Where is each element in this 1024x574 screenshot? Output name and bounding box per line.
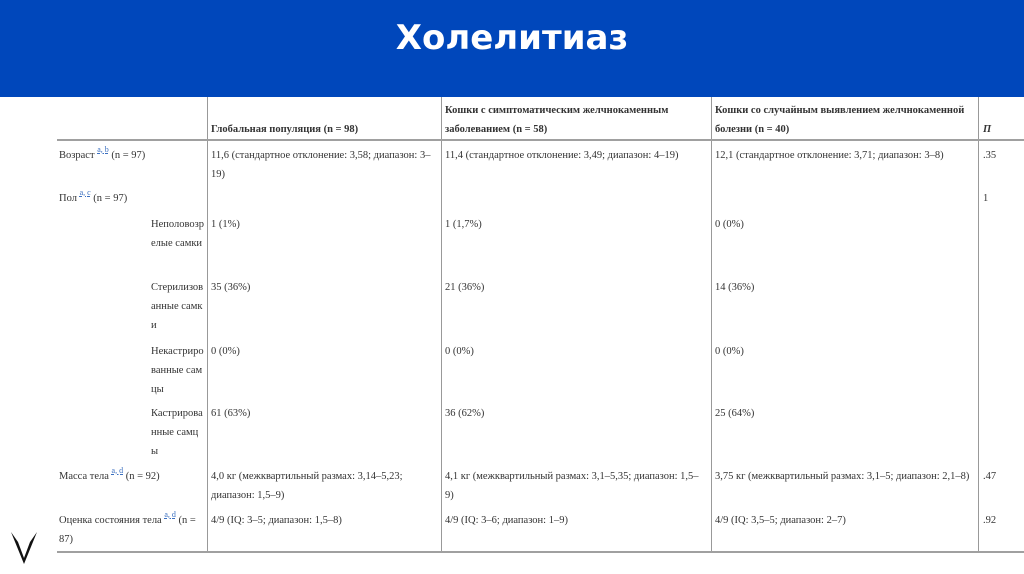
row-label: Кастрированные самцы	[151, 408, 203, 457]
cell-symptomatic: 1 (1,7%)	[445, 219, 482, 230]
cell-incidental: 14 (36%)	[715, 282, 755, 293]
cell-symptomatic: 21 (36%)	[445, 282, 485, 293]
cell-incidental: 0 (0%)	[715, 346, 744, 357]
cell-global: 11,6 (стандартное отклонение: 3,58; диапазон: 3–19)	[211, 150, 431, 180]
cell-global: 35 (36%)	[211, 282, 251, 293]
row-n: (n = 97)	[93, 193, 128, 204]
cholelithiasis-table	[57, 97, 1024, 553]
column-divider	[441, 97, 442, 553]
header-global: Глобальная популяция (n = 98)	[211, 124, 359, 135]
cell-symptomatic: 36 (62%)	[445, 408, 485, 419]
row-n: (n = 87)	[59, 515, 196, 545]
header-symptomatic: Кошки с симптоматическим желчнокаменным заболеванием (n = 58)	[445, 105, 669, 135]
row-label: Некастрированные самцы	[151, 346, 204, 395]
cell-incidental: 25 (64%)	[715, 408, 755, 419]
row-label: Неполовозрелые самки	[151, 219, 204, 249]
footnote-ref[interactable]: a, d	[164, 510, 176, 519]
row-label-text: Оценка состояния тела	[59, 515, 162, 526]
row-label: Стерилизованные самки	[151, 282, 204, 331]
cell-global: 0 (0%)	[211, 346, 240, 357]
cell-global: 4/9 (IQ: 3–5; диапазон: 1,5–8)	[211, 515, 342, 526]
cell-p: 1	[983, 193, 989, 204]
cell-symptomatic: 11,4 (стандартное отклонение: 3,49; диапазон: 4–19)	[445, 150, 679, 161]
header-incidental: Кошки со случайным выявлением желчнокаменной болезни (n = 40)	[715, 105, 965, 135]
cell-symptomatic: 0 (0%)	[445, 346, 474, 357]
cell-incidental: 0 (0%)	[715, 219, 744, 230]
header-divider	[57, 139, 1024, 141]
cell-symptomatic: 4,1 кг (межквартильный размах: 3,1–5,35; диапазон: 1,5–9)	[445, 471, 699, 501]
footnote-ref[interactable]: a, c	[79, 188, 91, 197]
column-divider	[207, 97, 208, 553]
column-divider	[711, 97, 712, 553]
row-label	[59, 467, 205, 486]
cell-global: 1 (1%)	[211, 219, 240, 230]
slide-title: Холелитиаз	[395, 18, 629, 58]
header-p: П	[983, 124, 992, 135]
logo-chevron-icon	[10, 528, 38, 566]
cell-incidental: 12,1 (стандартное отклонение: 3,71; диапазон: 3–8)	[715, 150, 944, 161]
footnote-ref[interactable]: a, b	[97, 145, 109, 154]
row-label	[59, 511, 205, 549]
column-divider	[978, 97, 979, 553]
cell-global: 61 (63%)	[211, 408, 251, 419]
row-label-text: Масса тела	[59, 471, 109, 482]
row-n: (n = 97)	[111, 150, 146, 161]
cell-p: .92	[983, 515, 997, 526]
cell-global: 4,0 кг (межквартильный размах: 3,14–5,23; диапазон: 1,5–9)	[211, 471, 403, 501]
row-label	[59, 189, 205, 208]
cell-p: .35	[983, 150, 997, 161]
table-bottom-rule	[57, 551, 1024, 553]
row-label-text: Пол	[59, 193, 77, 204]
cell-incidental: 3,75 кг (межквартильный размах: 3,1–5; диапазон: 2,1–8)	[715, 471, 970, 482]
footnote-ref[interactable]: a, d	[111, 466, 124, 475]
row-label-text: Возраст	[59, 150, 95, 161]
row-n: (n = 92)	[125, 471, 160, 482]
cell-symptomatic: 4/9 (IQ: 3–6; диапазон: 1–9)	[445, 515, 568, 526]
row-label	[59, 146, 205, 165]
cell-incidental: 4/9 (IQ: 3,5–5; диапазон: 2–7)	[715, 515, 846, 526]
cell-p: .47	[983, 471, 997, 482]
